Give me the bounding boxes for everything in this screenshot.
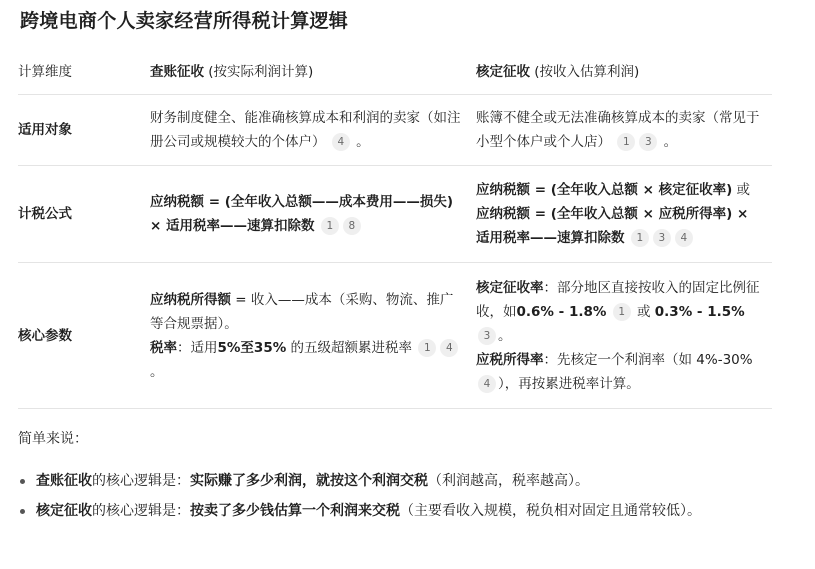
tax-comparison-table (18, 50, 772, 409)
header-deemed-note: (按收入估算利润) (530, 64, 640, 80)
header-audit-collection (150, 50, 476, 95)
param-text: 的五级超额累进税率 (286, 339, 413, 356)
cell-deemed-parameters (476, 263, 772, 409)
citation-badge[interactable]: 1 (321, 217, 339, 235)
citation-badge[interactable]: 3 (639, 133, 657, 151)
summary-note: （利润越高，税率越高）。 (428, 473, 589, 489)
header-dimension-label: 计算维度 (18, 64, 72, 80)
table-header-row (18, 50, 772, 95)
cell-tail: 。 (663, 134, 678, 150)
formula-line-1: 应纳税额 = (全年收入总额 × 核定征收率) (476, 182, 733, 198)
list-item (18, 498, 778, 524)
summary-note: （主要看收入规模，税负相对固定且通常较低）。 (400, 503, 701, 519)
list-item (18, 468, 778, 494)
param-tax-rate (150, 336, 466, 384)
param-text: 或 (632, 303, 655, 320)
header-deemed-collection (476, 50, 772, 95)
param-label: 核定征收率 (476, 279, 544, 296)
formula-or: 或 (732, 182, 751, 198)
header-dimension (18, 50, 150, 95)
summary-intro: 简单来说： (18, 431, 88, 447)
cell-audit-formula (150, 166, 476, 263)
cell-tail: 。 (356, 134, 370, 150)
param-deemed-rate (476, 276, 762, 348)
formula-line-2: 应纳税额 = (全年收入总额 × 应税所得率) × 适用税率——速算扣除数 (476, 206, 749, 246)
bullet-icon (20, 509, 25, 514)
citation-badge[interactable]: 1 (418, 339, 436, 357)
summary-key: 按卖了多少钱估算一个利润来交税 (190, 503, 400, 519)
citation-badge[interactable]: 3 (653, 229, 671, 247)
summary-text: 的核心逻辑是： (92, 473, 190, 489)
param-tail: 。 (150, 363, 164, 380)
param-text: = 收入——成本（采购、物流、推广等合规票据）。 (150, 291, 454, 332)
cell-audit-applicable (150, 95, 476, 166)
table-row (18, 263, 772, 409)
citation-badge[interactable]: 4 (675, 229, 693, 247)
param-label: 税率 (150, 339, 177, 356)
summary-text: 的核心逻辑是： (92, 503, 190, 519)
param-label: 应纳税所得额 (150, 291, 231, 308)
param-tail: 。 (498, 327, 512, 344)
summary-term: 核定征收 (36, 503, 92, 519)
citation-badge[interactable]: 4 (440, 339, 458, 357)
param-value: 0.6% - 1.8% (516, 303, 607, 320)
citation-badge[interactable]: 3 (478, 327, 496, 345)
citation-badge[interactable]: 8 (343, 217, 361, 235)
row-label-applicable: 适用对象 (18, 95, 150, 166)
header-deemed-label: 核定征收 (476, 64, 530, 80)
param-text: ：适用 (177, 339, 218, 356)
param-text: ：先核定一个利润率（如 4%-30% (543, 351, 753, 368)
summary-term: 查账征收 (36, 473, 92, 489)
citation-badge[interactable]: 4 (478, 375, 496, 393)
param-profit-rate (476, 348, 762, 396)
cell-deemed-applicable (476, 95, 772, 166)
row-label-parameters: 核心参数 (18, 263, 150, 409)
summary-key: 实际赚了多少利润，就按这个利润交税 (190, 473, 428, 489)
header-audit-label: 查账征收 (150, 64, 204, 80)
citation-badge[interactable]: 1 (617, 133, 635, 151)
header-audit-note: (按实际利润计算) (204, 64, 314, 80)
row-label-formula: 计税公式 (18, 166, 150, 263)
bullet-icon (20, 479, 25, 484)
param-value: 5%至35% (217, 339, 287, 356)
cell-deemed-formula (476, 166, 772, 263)
param-label: 应税所得率 (476, 351, 544, 368)
formula-text: 应纳税额 = (全年收入总额——成本费用——损失) × 适用税率——速算扣除数 (150, 194, 454, 234)
param-taxable-income (150, 288, 466, 336)
param-text: ：部分地区直接按收入的固定比例征收，如 (476, 279, 760, 320)
page-title: 跨境电商个人卖家经营所得税计算逻辑 (20, 10, 349, 32)
table-row (18, 166, 772, 263)
table-row (18, 95, 772, 166)
citation-badge[interactable]: 1 (613, 303, 631, 321)
summary-list (18, 468, 778, 528)
citation-badge[interactable]: 1 (631, 229, 649, 247)
param-value: 0.3% - 1.5% (654, 303, 745, 320)
cell-text: 账簿不健全或无法准确核算成本的卖家（常见于小型个体户或个人店） (476, 110, 760, 150)
cell-audit-parameters (150, 263, 476, 409)
citation-badge[interactable]: 4 (332, 133, 350, 151)
param-tail: ），再按累进税率计算。 (498, 375, 640, 392)
cell-text: 财务制度健全、能准确核算成本和利润的卖家（如注册公司或规模较大的个体户） (150, 110, 461, 150)
